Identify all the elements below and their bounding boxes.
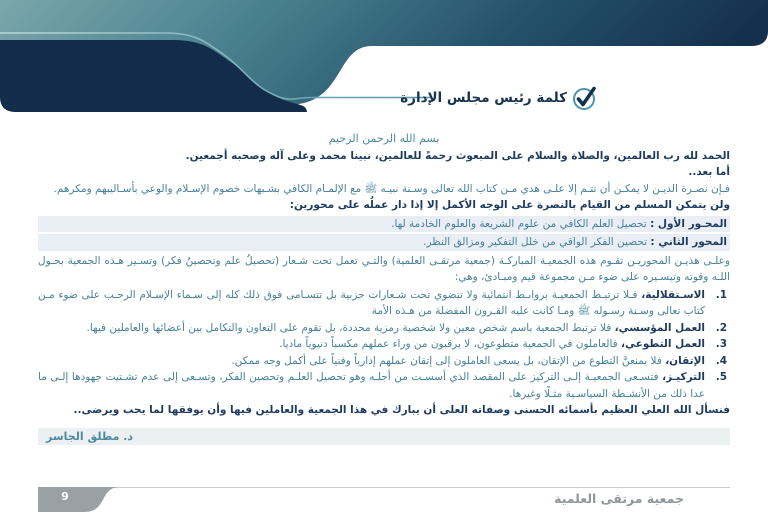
list-item-term: العمل التطوعي، xyxy=(621,338,705,350)
list-item-text: فلا ترتبط الجمعية باسم شخص معين ولا شخصية رمزية محددة، بل تقوم على التعاون والتكامل بين أعضائها والعاملين فيها. xyxy=(86,321,612,334)
list-item xyxy=(38,320,730,337)
axis-2-text: تحصين الفكر الواقي من خلل التفكير ومزالق النظر. xyxy=(423,236,648,248)
signature-bar: د. مطلق الجاسر xyxy=(38,428,730,445)
principles-list xyxy=(38,287,730,403)
list-item-number: 3. xyxy=(715,338,727,350)
list-item-number: 1. xyxy=(715,288,727,301)
body-text xyxy=(38,131,730,445)
list-item xyxy=(38,353,730,370)
paragraph-two-axes: ولن يتمكن المسلم من القيام بالنصرة على الوجه الأكمل إلا إذا دار عملُه على محورين: xyxy=(289,199,730,211)
header-decoration xyxy=(0,0,768,120)
list-item-text: فالعاملون في الجمعية متطوعون، لا يرقبون من وراء عملهم مكسباً دنيوياً ماديا. xyxy=(279,338,618,350)
axis-row-1 xyxy=(38,216,730,233)
paragraph-nusrah: فـإن نصـرة الديـن لا يمكـن أن تتـم إلا علـى هدي مـن كتاب الله تعالى وسـنة نبيـه ﷺ مع الإلمـام الكافي بشـبهات خصوم الإسـلام والوعي بأسـاليبهم ومكرهم. xyxy=(53,182,730,195)
list-item-number: 5. xyxy=(715,371,727,383)
axis-1-text: تحصيل العلم الكافي من علوم الشريعة والعلوم الخادمة لها. xyxy=(391,217,647,230)
list-item xyxy=(38,336,730,353)
list-item-text: فتسـعى الجمعيـة إلـى التركيز على المقصد الذي أسسـت من أجلـه وهو تحصيل العلـم وتحصين الفكر، وتسـعى إلى عدم تشـتيت جهودها إلـى ما عدا ذلك من الأنشـطة السياسـية مثـلًا وغيرها. xyxy=(38,371,705,400)
list-item xyxy=(38,369,730,402)
paragraph-association: وعلـى هذيـن المحوريـن تقـوم هذه الجمعيـة المباركـة (جمعية مرتقـى العلمية) والتـي تعمل تحت شـعار (تحصيلُ علم وتحصينُ فكر) وتسـير هـذه الجمعية بحـول اللـه وقوته وتيسـيره على ضوء مـن مجموعة قيم ومبـادئ، وهي: xyxy=(38,254,730,283)
basmala-line: بسم الله الرحمن الرحيم xyxy=(328,132,440,145)
list-item-term: الاسـتقلالية، xyxy=(641,288,705,301)
list-item-number: 4. xyxy=(715,354,727,367)
check-circle-icon xyxy=(573,85,597,111)
list-item-term: العمل المؤسسي، xyxy=(614,321,705,334)
page-number: 9 xyxy=(61,490,69,503)
list-item xyxy=(38,287,730,320)
list-item-term: التركيـز، xyxy=(662,371,706,383)
closing-dua: فنسأل الله العلي العظيم بأسمائه الحسنى وصفاته العلى أن يبارك في هذا الجمعية والعاملين فيها وأن يوفقها لما يحب ويرضى.. xyxy=(73,404,730,416)
list-item-term: الإتقان، xyxy=(665,354,705,367)
axis-1-label: المحـور الأول : xyxy=(650,217,727,230)
amma-baad-line: أما بعد.. xyxy=(688,166,730,178)
list-item-number: 2. xyxy=(715,321,727,334)
intro-paragraph: الحمد لله رب العالمين، والصلاة والسلام على المبعوث رحمةً للعالمين، نبينا محمد وعلى آله وصحبه أجمعين. xyxy=(185,149,730,162)
axis-2-label: المحور الثاني : xyxy=(650,236,727,248)
section-title-row xyxy=(400,85,597,111)
page-title: كلمة رئيس مجلس الإدارة xyxy=(400,90,567,106)
list-item-text: فلا يمنعنَّ التطوع من الإتقان، بل يسعى العاملون إلى إتقان عملهم إدارياً وفنياً على أكمل وجه ممكن. xyxy=(231,354,662,367)
list-item-text: فـلا ترتبـط الجمعيـة بروابـط انتمائية ولا تنضوي تحت شـعارات حزبية بل تتسـامى فوق ذلك كله إلى سـماء الإسـلام الرحـب على ضوء مـن كتاب تعالى وسـنة رسـوله ﷺ ومـا كانت عليه القـرون المفضلة من هـذه الأمة xyxy=(38,288,705,317)
org-logo: جمعية مرتقى العلمية xyxy=(554,491,684,506)
axis-row-2 xyxy=(38,234,730,251)
